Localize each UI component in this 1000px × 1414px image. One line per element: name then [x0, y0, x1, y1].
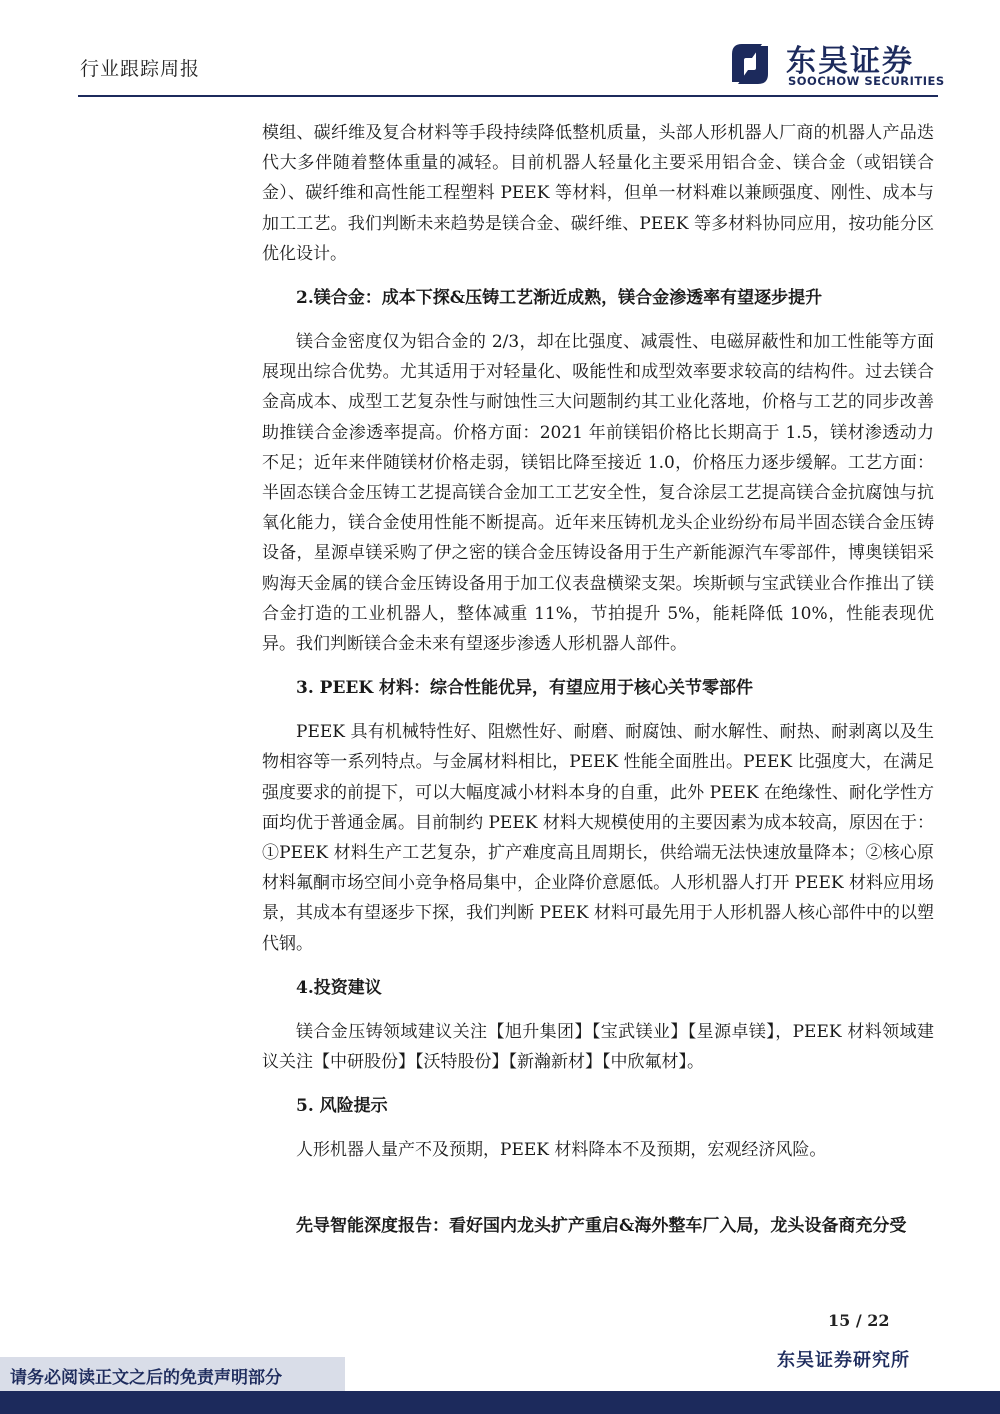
- soochow-securities-logo: [722, 36, 945, 92]
- section-3-paragraph: PEEK 具有机械特性好、阻燃性好、耐磨、耐腐蚀、耐水解性、耐热、耐剥离以及生物相容等一系列特点。与金属材料相比，PEEK 性能全面胜出。PEEK 比强度大，在满足强度要求的前提下，可以大幅度减小材料本身的自重，此外 PEEK 在绝缘性、耐化学性方面均优于普通金属。目前制约 PEEK 材料大规模使用的主要因素为成本较高，原因在于：①PEEK 材料生产工艺复杂，扩产难度高且周期长，供给端无法快速放量降本；②核心原材料氟酮市场空间小竞争格局集中，企业降价意愿低。人形机器人打开 PEEK 材料应用场景，其成本有望逐步下探，我们判断 PEEK 材料可最先用于人形机器人核心部件中的以塑代钢。: [262, 722, 934, 954]
- section-3-heading: 3. PEEK 材料：综合性能优异，有望应用于核心关节零部件: [296, 678, 754, 699]
- section-5-paragraph: 人形机器人量产不及预期，PEEK 材料降本不及预期，宏观经济风险。: [296, 1140, 827, 1161]
- section-4-heading: 4.投资建议: [296, 977, 382, 998]
- soochow-logo-icon: [722, 36, 778, 92]
- institute-name: 东吴证券研究所: [777, 1350, 910, 1371]
- disclaimer-text: 请务必阅读正文之后的免责声明部分: [10, 1368, 282, 1388]
- footer-band: [0, 1391, 1000, 1414]
- next-report-title: 先导智能深度报告：看好国内龙头扩产重启&海外整车厂入局，龙头设备商充分受: [296, 1216, 907, 1237]
- page-number: 15 / 22: [828, 1311, 890, 1330]
- logo-english-name: SOOCHOW SECURITIES: [788, 74, 945, 88]
- logo-chinese-name: 东吴证券: [786, 44, 914, 79]
- section-5-heading: 5. 风险提示: [296, 1096, 388, 1117]
- section-4-paragraph: 镁合金压铸领域建议关注【旭升集团】【宝武镁业】【星源卓镁】，PEEK 材料领域建议关注【中研股份】【沃特股份】【新瀚新材】【中欣氟材】。: [262, 1021, 934, 1073]
- header-divider: [78, 95, 938, 97]
- section-spacer: [262, 1179, 934, 1211]
- report-type-label: 行业跟踪周报: [80, 58, 201, 80]
- section-2-paragraph: 镁合金密度仅为铝合金的 2/3，却在比强度、减震性、电磁屏蔽性和加工性能等方面展现出综合优势。尤其适用于对轻量化、吸能性和成型效率要求较高的结构件。过去镁合金高成本、成型工艺复杂性与耐蚀性三大问题制约其工业化落地，价格与工艺的同步改善助推镁合金渗透率提高。价格方面：2021 年前镁铝价格比长期高于 1.5，镁材渗透动力不足；近年来伴随镁材价格走弱，镁铝比降至接近 1.0，价格压力逐步缓解。工艺方面：半固态镁合金压铸工艺提高镁合金加工工艺安全性，复合涂层工艺提高镁合金抗腐蚀与抗氧化能力，镁合金使用性能不断提高。近年来压铸机龙头企业纷纷布局半固态镁合金压铸设备，星源卓镁采购了伊之密的镁合金压铸设备用于生产新能源汽车零部件，博奥镁铝采购海天金属的镁合金压铸设备用于加工仪表盘横梁支架。埃斯顿与宝武镁业合作推出了镁合金打造的工业机器人，整体减重 11%，节拍提升 5%，能耗降低 10%，性能表现优异。我们判断镁合金未来有望逐步渗透人形机器人部件。: [262, 332, 934, 655]
- report-body: [262, 118, 934, 1241]
- intro-paragraph: 模组、碳纤维及复合材料等手段持续降低整机质量，头部人形机器人厂商的机器人产品迭代大多伴随着整体重量的减轻。目前机器人轻量化主要采用铝合金、镁合金（或铝镁合金）、碳纤维和高性能工程塑料 PEEK 等材料，但单一材料难以兼顾强度、刚性、成本与加工工艺。我们判断未来趋势是镁合金、碳纤维、PEEK 等多材料协同应用，按功能分区优化设计。: [262, 123, 934, 264]
- section-2-heading: 2.镁合金：成本下探&压铸工艺渐近成熟，镁合金渗透率有望逐步提升: [296, 288, 823, 309]
